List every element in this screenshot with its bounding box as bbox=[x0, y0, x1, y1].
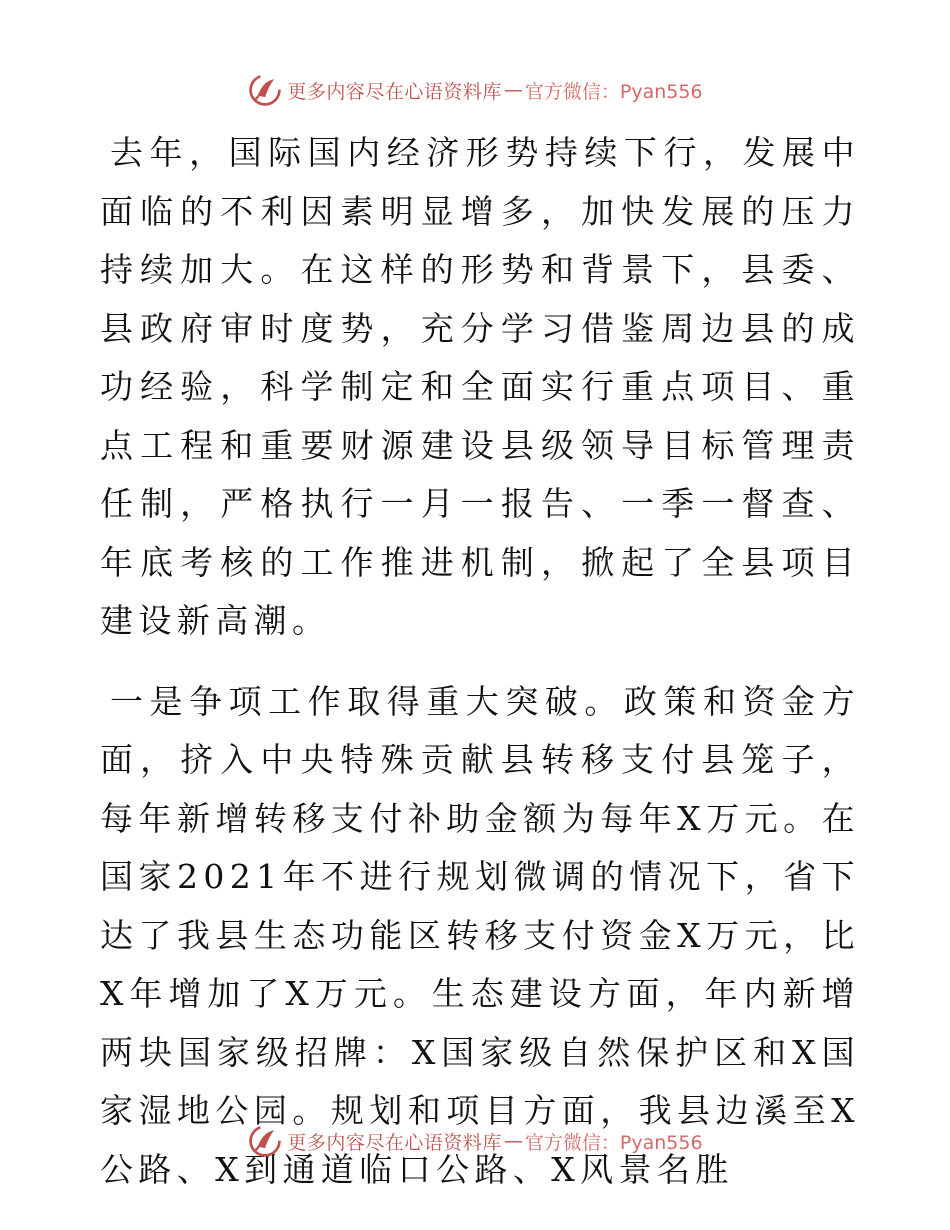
footer-banner-text: 更多内容尽在心语资料库 bbox=[287, 1131, 502, 1154]
footer-banner-wechat: 官方微信：Pyan556 bbox=[524, 1131, 703, 1154]
header-banner-wechat: 官方微信：Pyan556 bbox=[524, 80, 703, 103]
header-banner-separator: — bbox=[503, 79, 523, 101]
document-body bbox=[100, 124, 860, 1199]
header-banner-text: 更多内容尽在心语资料库 bbox=[287, 80, 502, 103]
brand-logo-icon bbox=[247, 1123, 283, 1159]
footer-watermark-banner bbox=[0, 1121, 950, 1161]
brand-logo-icon bbox=[247, 72, 283, 108]
paragraph-1: 去年，国际国内经济形势持续下行，发展中面临的不利因素明显增多，加快发展的压力持续加大。在这样的形势和背景下，县委、县政府审时度势，充分学习借鉴周边县的成功经验，科学制定和全面实行重点项目、重点工程和重要财源建设县级领导目标管理责任制，严格执行一月一报告、一季一督查、年底考核的工作推进机制，掀起了全县项目建设新高潮。 bbox=[100, 133, 860, 640]
paragraph-2: 一是争项工作取得重大突破。政策和资金方面，挤入中央特殊贡献县转移支付县笼子，每年新增转移支付补助金额为每年X万元。在国家2021年不进行规划微调的情况下，省下达了我县生态功能区转移支付资金X万元，比X年增加了X万元。生态建设方面，年内新增两块国家级招牌：X国家级自然保护区和X国家湿地公园。规划和项目方面，我县边溪至X公路、X到通道临口公路、X风景名胜 bbox=[100, 681, 860, 1189]
footer-banner-separator: — bbox=[503, 1130, 523, 1152]
header-watermark-banner bbox=[0, 70, 950, 110]
